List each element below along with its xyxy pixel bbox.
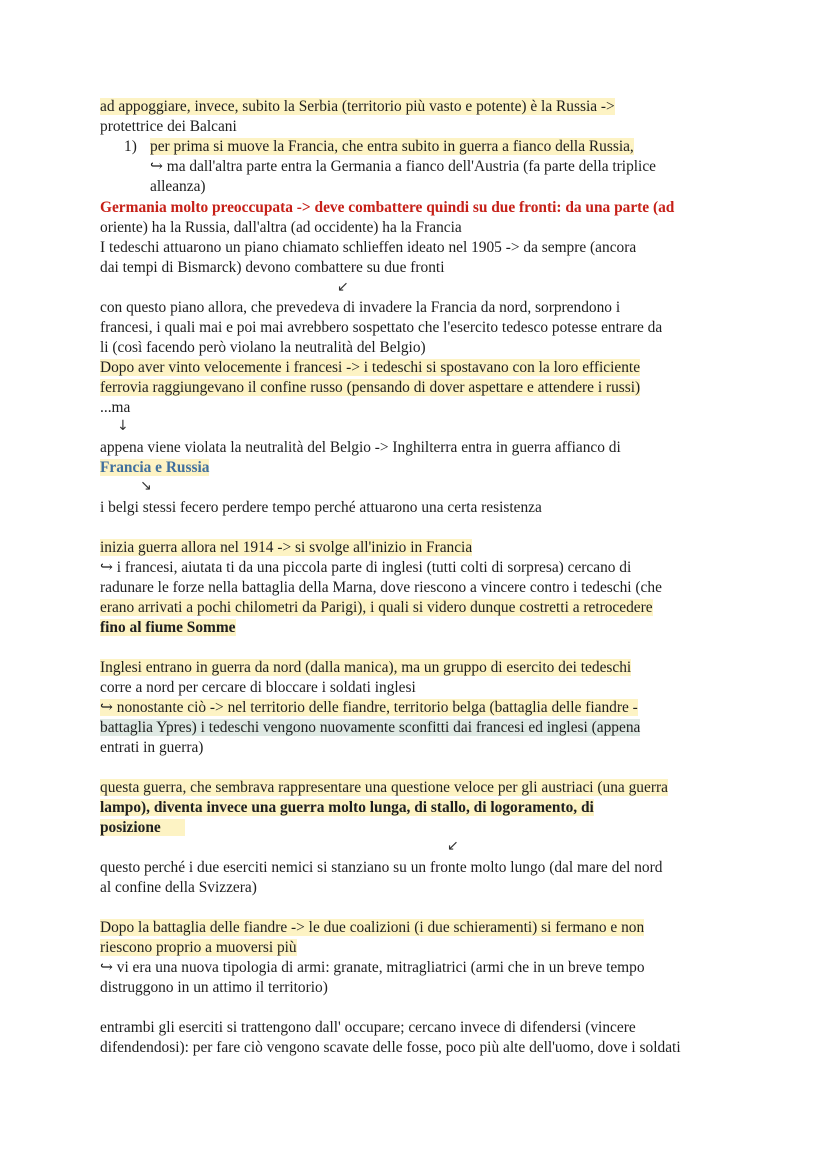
text-line: riescono proprio a muoversi più — [100, 939, 297, 956]
text-line: lampo), diventa invece una guerra molto lunga, di stallo, di logoramento, di — [100, 799, 594, 816]
text-line: appena viene violata la neutralità del Belgio -> Inghilterra entra in guerra affianco di — [100, 439, 621, 456]
text-line: questo perché i due eserciti nemici si stanziano su un fronte molto lungo (dal mare del nord — [100, 859, 663, 876]
text-line: erano arrivati a pochi chilometri da Parigi), i quali si videro dunque costretti a retrocedere — [100, 599, 653, 616]
text-line: francesi, i quali mai e poi mai avrebbero sospettato che l'esercito tedesco potesse entrare da — [100, 319, 663, 336]
text-line: oriente) ha la Russia, dall'altra (ad occidente) ha la Francia — [100, 219, 462, 236]
text-line: ferrovia raggiungevano il confine russo (pensando di dover aspettare e attendere i russi) — [100, 379, 641, 396]
text-line: Francia e Russia — [100, 459, 210, 476]
text-line: ↪ ma dall'altra parte entra la Germania a fianco dell'Austria (fa parte della triplice — [150, 158, 656, 175]
text-line: ↪ i francesi, aiutata ti da una piccola parte di inglesi (tutti colti di sorpresa) cercano di — [100, 559, 632, 576]
text-line: ↪ nonostante ciò -> nel territorio delle fiandre, territorio belga (battaglia delle fiandre - — [100, 699, 638, 716]
text-line: corre a nord per cercare di bloccare i soldati inglesi — [100, 679, 416, 696]
text-line: al confine della Svizzera) — [100, 879, 257, 896]
text-line: ↪ vi era una nuova tipologia di armi: granate, mitragliatrici (armi che in un breve tempo — [100, 959, 645, 976]
text-line: con questo piano allora, che prevedeva di invadere la Francia da nord, sorprendono i — [100, 299, 621, 316]
text-line: Germania molto preoccupata -> deve combattere quindi su due fronti: da una parte (ad — [100, 199, 675, 216]
arrow-icon: ↙ — [337, 279, 349, 295]
text-line: posizione — [100, 818, 185, 838]
text-line: per prima si muove la Francia, che entra subito in guerra a fianco della Russia, — [150, 138, 634, 155]
text-line: Inglesi entrano in guerra da nord (dalla manica), ma un gruppo di esercito dei tedeschi — [100, 659, 632, 676]
text-line: entrambi gli eserciti si trattengono dall' occupare; cercano invece di difendersi (vincere — [100, 1019, 636, 1036]
arrow-icon: ↘ — [140, 478, 152, 494]
text-line: questa guerra, che sembrava rappresentare una questione veloce per gli austriaci (una guerra — [100, 779, 668, 796]
text-line: i belgi stessi fecero perdere tempo perché attuarono una certa resistenza — [100, 499, 542, 516]
text-line: dai tempi di Bismarck) devono combattere su due fronti — [100, 259, 445, 276]
list-number: 1) — [124, 138, 137, 155]
text-line: inizia guerra allora nel 1914 -> si svolge all'inizio in Francia — [100, 539, 473, 556]
text-line: fino al fiume Somme — [100, 619, 236, 636]
text-line: Dopo la battaglia delle fiandre -> le due coalizioni (i due schieramenti) si fermano e non — [100, 919, 645, 936]
arrow-icon: ↓ — [117, 418, 129, 434]
arrow-icon: ↙ — [447, 838, 459, 854]
text-line: I tedeschi attuarono un piano chiamato schlieffen ideato nel 1905 -> da sempre (ancora — [100, 239, 637, 256]
text-line: protettrice dei Balcani — [100, 118, 237, 135]
text-line: ad appoggiare, invece, subito la Serbia (territorio più vasto e potente) è la Russia -> — [100, 98, 615, 115]
text-line: li (così facendo però violano la neutralità del Belgio) — [100, 339, 426, 356]
text-line: Dopo aver vinto velocemente i francesi -> i tedeschi si spostavano con la loro efficiente — [100, 359, 641, 376]
text-line: alleanza) — [150, 178, 206, 195]
text-line: radunare le forze nella battaglia della Marna, dove riescono a vincere contro i tedeschi (che — [100, 579, 662, 596]
text-line: ...ma — [100, 399, 131, 416]
text-line: entrati in guerra) — [100, 739, 204, 756]
text-line: distruggono in un attimo il territorio) — [100, 979, 328, 996]
text-line: battaglia Ypres) i tedeschi vengono nuovamente sconfitti dai francesi ed inglesi (appena — [100, 719, 641, 736]
text-line: difendendosi): per fare ciò vengono scavate delle fosse, poco più alte dell'uomo, dove i soldati — [100, 1039, 681, 1056]
